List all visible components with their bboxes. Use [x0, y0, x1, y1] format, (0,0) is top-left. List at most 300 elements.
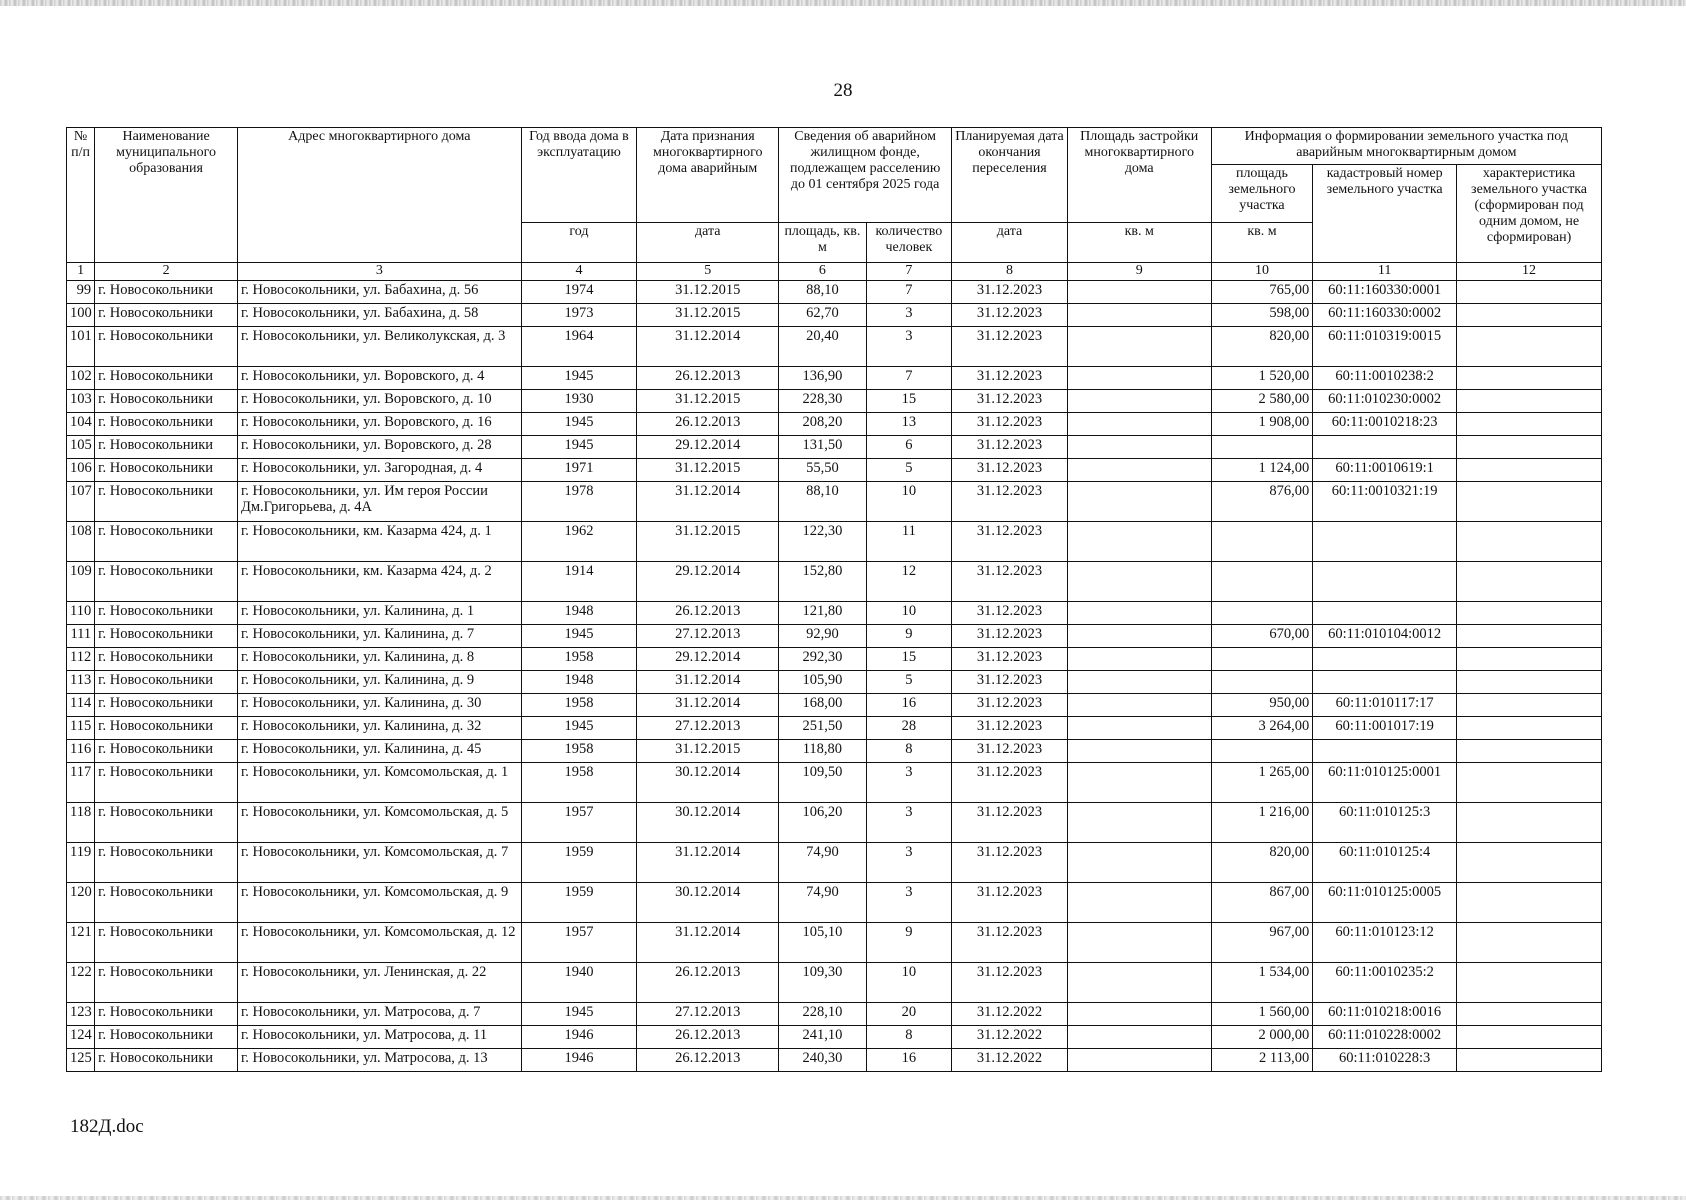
cell-planned-date: 31.12.2023	[952, 671, 1068, 694]
cell-building-area	[1067, 923, 1211, 963]
cell-building-area	[1067, 717, 1211, 740]
cell-address: г. Новосокольники, ул. Калинина, д. 30	[237, 694, 521, 717]
cell-area: 88,10	[779, 482, 867, 522]
cell-year-built: 1957	[521, 803, 637, 843]
cell-land-characteristic	[1457, 1003, 1602, 1026]
cell-year-built: 1958	[521, 740, 637, 763]
cell-area: 105,10	[779, 923, 867, 963]
cell-people: 20	[866, 1003, 952, 1026]
header-unit-date: дата	[637, 223, 779, 263]
header-unit-people: количество человек	[866, 223, 952, 263]
cell-municipality: г. Новосокольники	[95, 694, 238, 717]
cell-address: г. Новосокольники, ул. Калинина, д. 9	[237, 671, 521, 694]
column-number: 7	[866, 263, 952, 281]
cell-building-area	[1067, 843, 1211, 883]
cell-cadastral-number: 60:11:0010619:1	[1313, 459, 1457, 482]
cell-year-built: 1958	[521, 694, 637, 717]
cell-row-number: 120	[67, 883, 95, 923]
header-num: № п/п	[67, 128, 95, 263]
cell-date-recognized: 26.12.2013	[637, 602, 779, 625]
cell-land-area	[1211, 436, 1313, 459]
cell-area: 228,30	[779, 390, 867, 413]
cell-planned-date: 31.12.2023	[952, 602, 1068, 625]
cell-date-recognized: 26.12.2013	[637, 413, 779, 436]
cell-land-characteristic	[1457, 482, 1602, 522]
table-row	[67, 1049, 1602, 1072]
table-row	[67, 436, 1602, 459]
cell-building-area	[1067, 625, 1211, 648]
cell-land-area: 1 520,00	[1211, 367, 1313, 390]
cell-land-characteristic	[1457, 740, 1602, 763]
header-planned-date: Планируемая дата окончания переселения	[952, 128, 1068, 223]
cell-municipality: г. Новосокольники	[95, 1049, 238, 1072]
cell-planned-date: 31.12.2023	[952, 717, 1068, 740]
column-number: 1	[67, 263, 95, 281]
cell-area: 88,10	[779, 281, 867, 304]
column-numbers-row	[67, 263, 1602, 281]
header-cadastral: кадастровый номер земельного участка	[1313, 165, 1457, 263]
cell-people: 10	[866, 602, 952, 625]
cell-land-characteristic	[1457, 648, 1602, 671]
cell-date-recognized: 31.12.2015	[637, 459, 779, 482]
cell-date-recognized: 27.12.2013	[637, 1003, 779, 1026]
cell-land-area: 867,00	[1211, 883, 1313, 923]
header-land-area: площадь земельного участка	[1211, 165, 1313, 223]
cell-people: 10	[866, 963, 952, 1003]
cell-land-area: 967,00	[1211, 923, 1313, 963]
cell-date-recognized: 31.12.2015	[637, 390, 779, 413]
cell-cadastral-number: 60:11:0010321:19	[1313, 482, 1457, 522]
cell-area: 105,90	[779, 671, 867, 694]
column-number: 8	[952, 263, 1068, 281]
cell-row-number: 114	[67, 694, 95, 717]
column-number: 2	[95, 263, 238, 281]
header-municipality: Наименование муниципального образования	[95, 128, 238, 263]
table-row	[67, 923, 1602, 963]
cell-land-area: 598,00	[1211, 304, 1313, 327]
cell-people: 7	[866, 281, 952, 304]
cell-land-area: 2 580,00	[1211, 390, 1313, 413]
cell-date-recognized: 31.12.2014	[637, 482, 779, 522]
cell-date-recognized: 26.12.2013	[637, 367, 779, 390]
cell-land-characteristic	[1457, 522, 1602, 562]
cell-people: 3	[866, 803, 952, 843]
cell-address: г. Новосокольники, ул. Воровского, д. 4	[237, 367, 521, 390]
cell-building-area	[1067, 803, 1211, 843]
cell-row-number: 121	[67, 923, 95, 963]
cell-row-number: 112	[67, 648, 95, 671]
cell-people: 11	[866, 522, 952, 562]
cell-people: 9	[866, 625, 952, 648]
cell-address: г. Новосокольники, ул. Им героя России Дм.Григорьева, д. 4А	[237, 482, 521, 522]
cell-year-built: 1957	[521, 923, 637, 963]
cell-planned-date: 31.12.2022	[952, 1049, 1068, 1072]
cell-year-built: 1948	[521, 602, 637, 625]
cell-address: г. Новосокольники, ул. Воровского, д. 28	[237, 436, 521, 459]
cell-people: 10	[866, 482, 952, 522]
cell-building-area	[1067, 1026, 1211, 1049]
cell-address: г. Новосокольники, ул. Комсомольская, д. 12	[237, 923, 521, 963]
cell-land-area	[1211, 562, 1313, 602]
cell-land-characteristic	[1457, 843, 1602, 883]
cell-address: г. Новосокольники, ул. Матросова, д. 7	[237, 1003, 521, 1026]
cell-area: 121,80	[779, 602, 867, 625]
cell-planned-date: 31.12.2023	[952, 883, 1068, 923]
cell-year-built: 1945	[521, 367, 637, 390]
cell-area: 168,00	[779, 694, 867, 717]
cell-date-recognized: 26.12.2013	[637, 1049, 779, 1072]
cell-planned-date: 31.12.2023	[952, 694, 1068, 717]
cell-area: 62,70	[779, 304, 867, 327]
cell-cadastral-number: 60:11:0010238:2	[1313, 367, 1457, 390]
cell-people: 8	[866, 740, 952, 763]
table-row	[67, 740, 1602, 763]
cell-building-area	[1067, 602, 1211, 625]
cell-area: 92,90	[779, 625, 867, 648]
scan-edge-top	[0, 0, 1686, 6]
cell-address: г. Новосокольники, ул. Калинина, д. 8	[237, 648, 521, 671]
table-row	[67, 625, 1602, 648]
cell-building-area	[1067, 648, 1211, 671]
cell-cadastral-number	[1313, 671, 1457, 694]
cell-cadastral-number	[1313, 522, 1457, 562]
cell-address: г. Новосокольники, ул. Загородная, д. 4	[237, 459, 521, 482]
cell-planned-date: 31.12.2023	[952, 367, 1068, 390]
cell-area: 109,50	[779, 763, 867, 803]
cell-land-characteristic	[1457, 1026, 1602, 1049]
cell-building-area	[1067, 562, 1211, 602]
cell-date-recognized: 31.12.2014	[637, 694, 779, 717]
cell-planned-date: 31.12.2023	[952, 923, 1068, 963]
cell-planned-date: 31.12.2023	[952, 843, 1068, 883]
cell-address: г. Новосокольники, ул. Бабахина, д. 56	[237, 281, 521, 304]
cell-address: г. Новосокольники, ул. Комсомольская, д. 9	[237, 883, 521, 923]
cell-cadastral-number: 60:11:010319:0015	[1313, 327, 1457, 367]
table-row	[67, 883, 1602, 923]
header-unit-date2: дата	[952, 223, 1068, 263]
cell-people: 28	[866, 717, 952, 740]
cell-cadastral-number: 60:11:160330:0001	[1313, 281, 1457, 304]
header-unit-sqm: кв. м	[1067, 223, 1211, 263]
header-date-recognized: Дата признания многоквартирного дома аварийным	[637, 128, 779, 223]
table-row	[67, 327, 1602, 367]
cell-people: 3	[866, 883, 952, 923]
cell-year-built: 1958	[521, 648, 637, 671]
cell-area: 228,10	[779, 1003, 867, 1026]
cell-people: 16	[866, 694, 952, 717]
cell-people: 6	[866, 436, 952, 459]
cell-municipality: г. Новосокольники	[95, 436, 238, 459]
cell-building-area	[1067, 671, 1211, 694]
cell-land-area: 820,00	[1211, 327, 1313, 367]
cell-year-built: 1959	[521, 843, 637, 883]
cell-land-area	[1211, 522, 1313, 562]
table-row	[67, 671, 1602, 694]
cell-building-area	[1067, 367, 1211, 390]
cell-building-area	[1067, 304, 1211, 327]
cell-address: г. Новосокольники, ул. Матросова, д. 11	[237, 1026, 521, 1049]
cell-building-area	[1067, 327, 1211, 367]
column-number: 5	[637, 263, 779, 281]
cell-municipality: г. Новосокольники	[95, 923, 238, 963]
cell-land-area	[1211, 671, 1313, 694]
cell-row-number: 123	[67, 1003, 95, 1026]
cell-address: г. Новосокольники, ул. Бабахина, д. 58	[237, 304, 521, 327]
cell-date-recognized: 29.12.2014	[637, 436, 779, 459]
cell-date-recognized: 29.12.2014	[637, 648, 779, 671]
cell-planned-date: 31.12.2023	[952, 648, 1068, 671]
table-row	[67, 803, 1602, 843]
cell-land-area: 2 000,00	[1211, 1026, 1313, 1049]
cell-row-number: 105	[67, 436, 95, 459]
cell-date-recognized: 26.12.2013	[637, 963, 779, 1003]
cell-year-built: 1962	[521, 522, 637, 562]
cell-date-recognized: 31.12.2014	[637, 923, 779, 963]
scan-edge-bottom	[0, 1196, 1686, 1200]
cell-area: 118,80	[779, 740, 867, 763]
cell-year-built: 1959	[521, 883, 637, 923]
cell-land-area: 1 560,00	[1211, 1003, 1313, 1026]
cell-municipality: г. Новосокольники	[95, 740, 238, 763]
cell-year-built: 1946	[521, 1026, 637, 1049]
cell-land-characteristic	[1457, 803, 1602, 843]
cell-address: г. Новосокольники, ул. Великолукская, д. 3	[237, 327, 521, 367]
cell-cadastral-number	[1313, 436, 1457, 459]
cell-row-number: 119	[67, 843, 95, 883]
cell-area: 55,50	[779, 459, 867, 482]
cell-year-built: 1945	[521, 717, 637, 740]
cell-planned-date: 31.12.2022	[952, 1026, 1068, 1049]
table-row	[67, 1003, 1602, 1026]
cell-municipality: г. Новосокольники	[95, 963, 238, 1003]
cell-cadastral-number: 60:11:0010235:2	[1313, 963, 1457, 1003]
cell-planned-date: 31.12.2023	[952, 625, 1068, 648]
cell-year-built: 1971	[521, 459, 637, 482]
table-row	[67, 304, 1602, 327]
cell-address: г. Новосокольники, ул. Матросова, д. 13	[237, 1049, 521, 1072]
cell-people: 3	[866, 763, 952, 803]
cell-building-area	[1067, 763, 1211, 803]
cell-land-characteristic	[1457, 763, 1602, 803]
table-row	[67, 1026, 1602, 1049]
cell-year-built: 1946	[521, 1049, 637, 1072]
cell-row-number: 103	[67, 390, 95, 413]
cell-row-number: 125	[67, 1049, 95, 1072]
cell-date-recognized: 27.12.2013	[637, 625, 779, 648]
cell-land-area: 820,00	[1211, 843, 1313, 883]
cell-date-recognized: 26.12.2013	[637, 1026, 779, 1049]
cell-year-built: 1964	[521, 327, 637, 367]
cell-municipality: г. Новосокольники	[95, 367, 238, 390]
cell-year-built: 1974	[521, 281, 637, 304]
cell-building-area	[1067, 883, 1211, 923]
cell-date-recognized: 27.12.2013	[637, 717, 779, 740]
cell-people: 9	[866, 923, 952, 963]
cell-cadastral-number: 60:11:010230:0002	[1313, 390, 1457, 413]
cell-building-area	[1067, 459, 1211, 482]
cell-area: 251,50	[779, 717, 867, 740]
cell-planned-date: 31.12.2023	[952, 482, 1068, 522]
emergency-housing-table	[66, 127, 1602, 1072]
cell-date-recognized: 31.12.2014	[637, 327, 779, 367]
cell-land-area: 1 534,00	[1211, 963, 1313, 1003]
cell-date-recognized: 31.12.2015	[637, 522, 779, 562]
cell-land-characteristic	[1457, 1049, 1602, 1072]
cell-row-number: 99	[67, 281, 95, 304]
cell-people: 8	[866, 1026, 952, 1049]
cell-planned-date: 31.12.2023	[952, 803, 1068, 843]
cell-land-characteristic	[1457, 694, 1602, 717]
cell-date-recognized: 30.12.2014	[637, 883, 779, 923]
cell-land-characteristic	[1457, 304, 1602, 327]
column-number: 3	[237, 263, 521, 281]
cell-land-area: 3 264,00	[1211, 717, 1313, 740]
cell-land-area: 1 908,00	[1211, 413, 1313, 436]
cell-year-built: 1930	[521, 390, 637, 413]
cell-planned-date: 31.12.2023	[952, 327, 1068, 367]
cell-year-built: 1948	[521, 671, 637, 694]
table-row	[67, 763, 1602, 803]
cell-address: г. Новосокольники, ул. Калинина, д. 32	[237, 717, 521, 740]
cell-building-area	[1067, 482, 1211, 522]
cell-address: г. Новосокольники, ул. Комсомольская, д. 5	[237, 803, 521, 843]
cell-municipality: г. Новосокольники	[95, 327, 238, 367]
cell-municipality: г. Новосокольники	[95, 413, 238, 436]
cell-row-number: 101	[67, 327, 95, 367]
cell-address: г. Новосокольники, ул. Калинина, д. 7	[237, 625, 521, 648]
cell-land-characteristic	[1457, 459, 1602, 482]
cell-date-recognized: 31.12.2015	[637, 304, 779, 327]
cell-municipality: г. Новосокольники	[95, 281, 238, 304]
cell-municipality: г. Новосокольники	[95, 763, 238, 803]
cell-cadastral-number	[1313, 648, 1457, 671]
cell-address: г. Новосокольники, км. Казарма 424, д. 2	[237, 562, 521, 602]
cell-building-area	[1067, 1003, 1211, 1026]
cell-municipality: г. Новосокольники	[95, 304, 238, 327]
cell-cadastral-number: 60:11:001017:19	[1313, 717, 1457, 740]
cell-cadastral-number	[1313, 740, 1457, 763]
cell-municipality: г. Новосокольники	[95, 803, 238, 843]
cell-row-number: 108	[67, 522, 95, 562]
cell-area: 122,30	[779, 522, 867, 562]
cell-area: 20,40	[779, 327, 867, 367]
table-row	[67, 281, 1602, 304]
cell-area: 136,90	[779, 367, 867, 390]
column-number: 10	[1211, 263, 1313, 281]
cell-year-built: 1945	[521, 1003, 637, 1026]
cell-people: 15	[866, 648, 952, 671]
cell-row-number: 124	[67, 1026, 95, 1049]
cell-land-characteristic	[1457, 367, 1602, 390]
cell-cadastral-number: 60:11:010218:0016	[1313, 1003, 1457, 1026]
cell-date-recognized: 30.12.2014	[637, 763, 779, 803]
cell-people: 16	[866, 1049, 952, 1072]
cell-municipality: г. Новосокольники	[95, 843, 238, 883]
cell-building-area	[1067, 413, 1211, 436]
cell-building-area	[1067, 522, 1211, 562]
cell-cadastral-number: 60:11:0010218:23	[1313, 413, 1457, 436]
cell-building-area	[1067, 436, 1211, 459]
cell-building-area	[1067, 1049, 1211, 1072]
header-address: Адрес многоквартирного дома	[237, 128, 521, 263]
cell-land-area: 670,00	[1211, 625, 1313, 648]
cell-people: 15	[866, 390, 952, 413]
cell-cadastral-number: 60:11:160330:0002	[1313, 304, 1457, 327]
cell-row-number: 110	[67, 602, 95, 625]
cell-cadastral-number	[1313, 562, 1457, 602]
cell-land-characteristic	[1457, 963, 1602, 1003]
cell-year-built: 1914	[521, 562, 637, 602]
header-unit-area: площадь, кв. м	[779, 223, 867, 263]
cell-land-area	[1211, 648, 1313, 671]
cell-municipality: г. Новосокольники	[95, 562, 238, 602]
cell-address: г. Новосокольники, ул. Комсомольская, д. 1	[237, 763, 521, 803]
cell-row-number: 100	[67, 304, 95, 327]
cell-cadastral-number: 60:11:010228:0002	[1313, 1026, 1457, 1049]
cell-row-number: 118	[67, 803, 95, 843]
cell-people: 3	[866, 304, 952, 327]
cell-municipality: г. Новосокольники	[95, 625, 238, 648]
cell-municipality: г. Новосокольники	[95, 482, 238, 522]
cell-date-recognized: 31.12.2014	[637, 843, 779, 883]
table-row	[67, 390, 1602, 413]
table-row	[67, 963, 1602, 1003]
cell-row-number: 106	[67, 459, 95, 482]
cell-date-recognized: 31.12.2015	[637, 740, 779, 763]
table-row	[67, 694, 1602, 717]
cell-land-area: 2 113,00	[1211, 1049, 1313, 1072]
cell-cadastral-number	[1313, 602, 1457, 625]
cell-land-characteristic	[1457, 923, 1602, 963]
cell-year-built: 1958	[521, 763, 637, 803]
cell-area: 131,50	[779, 436, 867, 459]
cell-row-number: 113	[67, 671, 95, 694]
column-number: 11	[1313, 263, 1457, 281]
cell-land-characteristic	[1457, 562, 1602, 602]
cell-row-number: 104	[67, 413, 95, 436]
cell-building-area	[1067, 740, 1211, 763]
cell-address: г. Новосокольники, ул. Комсомольская, д. 7	[237, 843, 521, 883]
cell-date-recognized: 31.12.2015	[637, 281, 779, 304]
cell-area: 74,90	[779, 843, 867, 883]
cell-address: г. Новосокольники, ул. Воровского, д. 16	[237, 413, 521, 436]
cell-building-area	[1067, 963, 1211, 1003]
cell-area: 241,10	[779, 1026, 867, 1049]
cell-land-characteristic	[1457, 281, 1602, 304]
cell-people: 5	[866, 459, 952, 482]
cell-land-characteristic	[1457, 671, 1602, 694]
cell-land-area: 1 265,00	[1211, 763, 1313, 803]
cell-building-area	[1067, 694, 1211, 717]
cell-row-number: 107	[67, 482, 95, 522]
cell-cadastral-number: 60:11:010125:4	[1313, 843, 1457, 883]
table-row	[67, 648, 1602, 671]
cell-cadastral-number: 60:11:010104:0012	[1313, 625, 1457, 648]
cell-row-number: 122	[67, 963, 95, 1003]
cell-land-characteristic	[1457, 717, 1602, 740]
cell-land-area: 876,00	[1211, 482, 1313, 522]
cell-area: 240,30	[779, 1049, 867, 1072]
cell-area: 208,20	[779, 413, 867, 436]
cell-land-area: 950,00	[1211, 694, 1313, 717]
cell-municipality: г. Новосокольники	[95, 671, 238, 694]
cell-planned-date: 31.12.2023	[952, 963, 1068, 1003]
cell-land-characteristic	[1457, 883, 1602, 923]
cell-planned-date: 31.12.2022	[952, 1003, 1068, 1026]
table-row	[67, 717, 1602, 740]
cell-land-area	[1211, 602, 1313, 625]
cell-people: 3	[866, 327, 952, 367]
